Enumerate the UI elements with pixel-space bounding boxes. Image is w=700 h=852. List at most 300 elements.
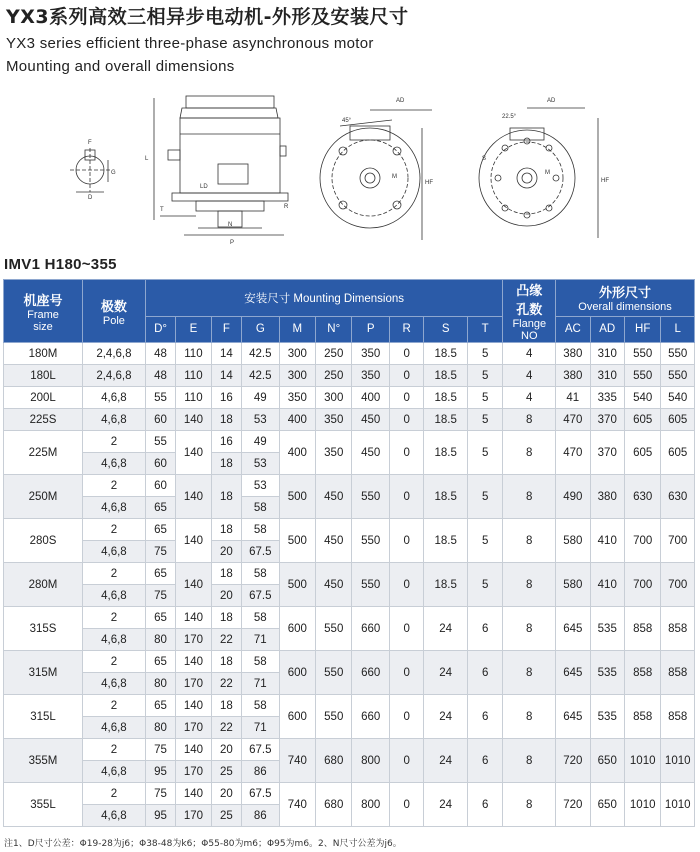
page-title: YX3系列高效三相异步电动机-外形及安装尺寸	[6, 6, 409, 28]
table-cell: 4,6,8	[83, 761, 146, 783]
table-cell: 86	[242, 761, 279, 783]
table-cell: 95	[145, 805, 175, 827]
table-cell: 65	[145, 607, 175, 629]
table-cell: 14	[211, 365, 241, 387]
table-cell: 140	[176, 431, 211, 475]
column-header-8: S	[424, 316, 468, 342]
column-header-13: L	[661, 316, 695, 342]
table-cell: 55	[145, 431, 175, 453]
table-cell: 740	[279, 783, 315, 827]
table-cell: 4,6,8	[83, 497, 146, 519]
header-overall-dimensions: 外形尺寸 Overall dimensions	[556, 280, 695, 317]
column-header-0: D°	[145, 316, 175, 342]
table-cell: 140	[176, 475, 211, 519]
table-cell: 0	[389, 365, 423, 387]
table-cell: 14	[211, 343, 241, 365]
table-cell: 400	[279, 431, 315, 475]
table-cell: 8	[503, 607, 556, 651]
table-cell: 48	[145, 343, 175, 365]
table-cell: 700	[661, 519, 695, 563]
table-cell: 410	[590, 563, 624, 607]
table-cell: 605	[661, 431, 695, 475]
table-row	[4, 431, 695, 453]
table-row	[4, 607, 695, 629]
table-cell: 4,6,8	[83, 805, 146, 827]
table-cell: 500	[279, 563, 315, 607]
table-cell: 300	[316, 387, 352, 409]
table-cell: 858	[624, 695, 660, 739]
table-cell: 250	[316, 343, 352, 365]
table-cell: 67.5	[242, 739, 279, 761]
table-cell: 140	[176, 783, 211, 805]
table-cell: 65	[145, 519, 175, 541]
label-S: S	[482, 156, 487, 162]
table-cell: 550	[316, 695, 352, 739]
table-cell: 18	[211, 695, 241, 717]
table-cell: 550	[316, 607, 352, 651]
table-cell: 700	[624, 563, 660, 607]
table-cell: 24	[424, 695, 468, 739]
label-G: G	[111, 170, 116, 176]
table-cell: 18	[211, 607, 241, 629]
table-cell: 22	[211, 629, 241, 651]
table-cell: 80	[145, 629, 175, 651]
table-cell: 250	[316, 365, 352, 387]
table-cell: 660	[352, 607, 389, 651]
table-cell: 0	[389, 651, 423, 695]
table-cell: 110	[176, 387, 211, 409]
table-cell: 60	[145, 453, 175, 475]
table-cell: 550	[624, 343, 660, 365]
subtitle-line-2: Mounting and overall dimensions	[6, 58, 235, 75]
table-cell: 22	[211, 717, 241, 739]
column-header-4: M	[279, 316, 315, 342]
table-cell: 550	[352, 563, 389, 607]
table-cell: 2	[83, 607, 146, 629]
column-header-11: AD	[590, 316, 624, 342]
series-label: IMV1 H180~355	[4, 256, 117, 273]
table-cell: 740	[279, 739, 315, 783]
table-cell: 450	[352, 431, 389, 475]
table-cell: 5	[467, 519, 502, 563]
table-cell: 2	[83, 519, 146, 541]
table-cell: 140	[176, 563, 211, 607]
table-cell: 60	[145, 409, 175, 431]
table-cell: 8	[503, 651, 556, 695]
table-cell: 0	[389, 783, 423, 827]
table-cell: 8	[503, 431, 556, 475]
table-cell: 170	[176, 673, 211, 695]
table-cell: 650	[590, 783, 624, 827]
table-cell: 24	[424, 607, 468, 651]
table-cell: 1010	[624, 739, 660, 783]
table-cell: 18	[211, 519, 241, 541]
table-cell: 0	[389, 431, 423, 475]
table-cell: 53	[242, 409, 279, 431]
table-cell: 225S	[4, 409, 83, 431]
table-cell: 5	[467, 431, 502, 475]
table-cell: 95	[145, 761, 175, 783]
table-cell: 8	[503, 519, 556, 563]
label-P: P	[230, 240, 235, 246]
table-cell: 80	[145, 717, 175, 739]
table-cell: 580	[556, 519, 590, 563]
table-cell: 355L	[4, 783, 83, 827]
table-cell: 4,6,8	[83, 387, 146, 409]
table-cell: 350	[352, 365, 389, 387]
table-cell: 0	[389, 475, 423, 519]
table-cell: 280S	[4, 519, 83, 563]
table-cell: 450	[316, 519, 352, 563]
table-cell: 300	[279, 343, 315, 365]
table-cell: 800	[352, 739, 389, 783]
table-cell: 140	[176, 695, 211, 717]
table-cell: 140	[176, 409, 211, 431]
table-cell: 25	[211, 805, 241, 827]
table-cell: 18.5	[424, 409, 468, 431]
label-M-2: M	[545, 170, 550, 176]
table-cell: 25	[211, 761, 241, 783]
table-cell: 380	[590, 475, 624, 519]
table-row	[4, 519, 695, 541]
dimension-table	[3, 279, 695, 827]
table-cell: 0	[389, 387, 423, 409]
table-cell: 41	[556, 387, 590, 409]
table-cell: 170	[176, 629, 211, 651]
table-row	[4, 651, 695, 673]
table-cell: 350	[316, 431, 352, 475]
table-cell: 680	[316, 739, 352, 783]
table-cell: 18	[211, 651, 241, 673]
table-cell: 645	[556, 607, 590, 651]
table-cell: 380	[556, 365, 590, 387]
table-cell: 630	[661, 475, 695, 519]
table-cell: 4,6,8	[83, 717, 146, 739]
table-cell: 550	[661, 343, 695, 365]
table-cell: 700	[624, 519, 660, 563]
table-cell: 4	[503, 365, 556, 387]
label-LD: LD	[200, 184, 208, 190]
table-cell: 2	[83, 563, 146, 585]
table-cell: 65	[145, 695, 175, 717]
table-cell: 858	[661, 651, 695, 695]
table-cell: 650	[590, 739, 624, 783]
table-cell: 18.5	[424, 519, 468, 563]
table-cell: 400	[352, 387, 389, 409]
subtitle-line-1: YX3 series efficient three-phase asynchronous motor	[6, 35, 374, 52]
table-cell: 280M	[4, 563, 83, 607]
table-cell: 645	[556, 695, 590, 739]
table-cell: 4	[503, 387, 556, 409]
table-cell: 400	[279, 409, 315, 431]
table-cell: 8	[503, 695, 556, 739]
table-cell: 350	[352, 343, 389, 365]
table-row	[4, 343, 695, 365]
table-cell: 800	[352, 783, 389, 827]
table-cell: 170	[176, 761, 211, 783]
table-cell: 2,4,6,8	[83, 343, 146, 365]
flange-view-8-holes	[479, 98, 609, 238]
table-cell: 700	[661, 563, 695, 607]
table-cell: 22	[211, 673, 241, 695]
table-cell: 8	[503, 739, 556, 783]
table-cell: 18.5	[424, 563, 468, 607]
table-cell: 500	[279, 519, 315, 563]
table-cell: 550	[661, 365, 695, 387]
table-cell: 2	[83, 431, 146, 453]
table-cell: 8	[503, 409, 556, 431]
table-cell: 6	[467, 739, 502, 783]
table-cell: 48	[145, 365, 175, 387]
table-cell: 18	[211, 409, 241, 431]
table-cell: 8	[503, 783, 556, 827]
flange-view-4-holes	[320, 98, 433, 240]
table-cell: 335	[590, 387, 624, 409]
table-cell: 315L	[4, 695, 83, 739]
table-row	[4, 387, 695, 409]
column-header-2: F	[211, 316, 241, 342]
table-cell: 58	[242, 695, 279, 717]
table-row	[4, 563, 695, 585]
table-cell: 55	[145, 387, 175, 409]
label-angle-45: 45°	[342, 118, 352, 124]
column-header-5: N°	[316, 316, 352, 342]
table-cell: 6	[467, 607, 502, 651]
table-cell: 315M	[4, 651, 83, 695]
table-cell: 380	[556, 343, 590, 365]
table-cell: 75	[145, 783, 175, 805]
table-cell: 4,6,8	[83, 409, 146, 431]
column-header-9: T	[467, 316, 502, 342]
label-R: R	[284, 204, 289, 210]
table-cell: 86	[242, 805, 279, 827]
table-row	[4, 365, 695, 387]
table-cell: 20	[211, 585, 241, 607]
table-cell: 18	[211, 563, 241, 585]
table-cell: 600	[279, 651, 315, 695]
table-cell: 200L	[4, 387, 83, 409]
table-cell: 5	[467, 387, 502, 409]
table-cell: 18.5	[424, 365, 468, 387]
table-cell: 4,6,8	[83, 541, 146, 563]
table-cell: 58	[242, 563, 279, 585]
table-cell: 20	[211, 783, 241, 805]
table-cell: 16	[211, 431, 241, 453]
table-cell: 65	[145, 651, 175, 673]
table-cell: 42.5	[242, 343, 279, 365]
table-cell: 75	[145, 739, 175, 761]
table-cell: 470	[556, 431, 590, 475]
table-cell: 49	[242, 387, 279, 409]
table-row	[4, 739, 695, 761]
table-cell: 58	[242, 651, 279, 673]
label-F: F	[88, 140, 92, 146]
table-cell: 535	[590, 607, 624, 651]
table-cell: 18.5	[424, 431, 468, 475]
table-cell: 450	[316, 563, 352, 607]
table-cell: 680	[316, 783, 352, 827]
header-mounting-dimensions: 安装尺寸 Mounting Dimensions	[145, 280, 503, 317]
table-body	[4, 343, 695, 827]
label-HF-2: HF	[601, 178, 609, 184]
table-cell: 300	[279, 365, 315, 387]
table-cell: 5	[467, 409, 502, 431]
table-cell: 540	[661, 387, 695, 409]
table-cell: 2	[83, 651, 146, 673]
table-cell: 65	[145, 497, 175, 519]
dimension-drawings	[0, 88, 700, 248]
table-cell: 58	[242, 497, 279, 519]
table-cell: 2	[83, 783, 146, 805]
table-cell: 4,6,8	[83, 453, 146, 475]
table-cell: 310	[590, 365, 624, 387]
table-cell: 8	[503, 475, 556, 519]
table-cell: 535	[590, 651, 624, 695]
table-cell: 350	[316, 409, 352, 431]
table-cell: 0	[389, 695, 423, 739]
table-cell: 18.5	[424, 387, 468, 409]
table-cell: 42.5	[242, 365, 279, 387]
table-cell: 550	[624, 365, 660, 387]
column-header-10: AC	[556, 316, 590, 342]
table-cell: 53	[242, 453, 279, 475]
table-cell: 1010	[661, 739, 695, 783]
table-cell: 75	[145, 541, 175, 563]
table-cell: 75	[145, 585, 175, 607]
table-cell: 605	[624, 431, 660, 475]
column-header-1: E	[176, 316, 211, 342]
table-row	[4, 409, 695, 431]
table-cell: 80	[145, 673, 175, 695]
table-cell: 660	[352, 651, 389, 695]
table-cell: 58	[242, 607, 279, 629]
table-cell: 0	[389, 739, 423, 783]
table-cell: 660	[352, 695, 389, 739]
table-cell: 4,6,8	[83, 629, 146, 651]
table-cell: 18.5	[424, 475, 468, 519]
table-cell: 0	[389, 409, 423, 431]
header-flange-no: 凸缘 孔数 Flange NO	[503, 280, 556, 343]
table-cell: 4,6,8	[83, 585, 146, 607]
table-cell: 0	[389, 607, 423, 651]
table-cell: 170	[176, 805, 211, 827]
table-cell: 500	[279, 475, 315, 519]
table-cell: 0	[389, 519, 423, 563]
table-cell: 71	[242, 673, 279, 695]
label-D: D	[88, 195, 93, 201]
column-header-6: P	[352, 316, 389, 342]
table-cell: 18.5	[424, 343, 468, 365]
table-cell: 4	[503, 343, 556, 365]
table-cell: 450	[316, 475, 352, 519]
drawing-svg	[0, 88, 700, 248]
label-L: L	[145, 156, 149, 162]
table-cell: 630	[624, 475, 660, 519]
table-cell: 170	[176, 717, 211, 739]
table-cell: 645	[556, 651, 590, 695]
shaft-section-drawing	[70, 140, 116, 201]
table-cell: 550	[316, 651, 352, 695]
table-cell: 71	[242, 629, 279, 651]
table-cell: 2,4,6,8	[83, 365, 146, 387]
table-cell: 6	[467, 695, 502, 739]
table-cell: 60	[145, 475, 175, 497]
label-T: T	[160, 207, 164, 213]
table-cell: 110	[176, 343, 211, 365]
table-cell: 450	[352, 409, 389, 431]
label-HF-1: HF	[425, 180, 433, 186]
table-cell: 2	[83, 695, 146, 717]
table-cell: 49	[242, 431, 279, 453]
table-cell: 490	[556, 475, 590, 519]
table-cell: 180M	[4, 343, 83, 365]
table-cell: 605	[661, 409, 695, 431]
table-cell: 67.5	[242, 585, 279, 607]
table-cell: 535	[590, 695, 624, 739]
table-cell: 110	[176, 365, 211, 387]
label-AD-1: AD	[396, 98, 405, 104]
table-cell: 18	[211, 453, 241, 475]
table-cell: 315S	[4, 607, 83, 651]
table-cell: 6	[467, 783, 502, 827]
column-header-3: G	[242, 316, 279, 342]
table-cell: 71	[242, 717, 279, 739]
table-cell: 6	[467, 651, 502, 695]
table-cell: 470	[556, 409, 590, 431]
table-cell: 858	[624, 607, 660, 651]
table-cell: 8	[503, 563, 556, 607]
table-cell: 65	[145, 563, 175, 585]
table-cell: 550	[352, 475, 389, 519]
table-cell: 58	[242, 519, 279, 541]
table-cell: 410	[590, 519, 624, 563]
table-cell: 5	[467, 365, 502, 387]
table-row	[4, 695, 695, 717]
table-cell: 540	[624, 387, 660, 409]
table-cell: 53	[242, 475, 279, 497]
table-cell: 858	[661, 695, 695, 739]
table-cell: 310	[590, 343, 624, 365]
table-cell: 0	[389, 563, 423, 607]
table-cell: 225M	[4, 431, 83, 475]
table-cell: 5	[467, 343, 502, 365]
table-cell: 1010	[624, 783, 660, 827]
table-cell: 2	[83, 475, 146, 497]
table-cell: 16	[211, 387, 241, 409]
table-cell: 858	[661, 607, 695, 651]
table-cell: 140	[176, 607, 211, 629]
table-cell: 24	[424, 739, 468, 783]
table-cell: 140	[176, 519, 211, 563]
table-cell: 350	[279, 387, 315, 409]
label-M-1: M	[392, 174, 397, 180]
table-cell: 4,6,8	[83, 673, 146, 695]
column-header-7: R	[389, 316, 423, 342]
footnote: 注1、D尺寸公差：Φ19-28为j6；Φ38-48为k6；Φ55-80为m6；Φ95为m6。2、N尺寸公差为j6。	[4, 839, 402, 849]
table-cell: 2	[83, 739, 146, 761]
table-cell: 605	[624, 409, 660, 431]
table-cell: 0	[389, 343, 423, 365]
label-N: N	[228, 222, 233, 228]
label-angle-22: 22.5°	[502, 114, 517, 120]
table-cell: 24	[424, 783, 468, 827]
table-cell: 370	[590, 431, 624, 475]
table-cell: 600	[279, 695, 315, 739]
table-cell: 720	[556, 739, 590, 783]
table-cell: 720	[556, 783, 590, 827]
table-cell: 1010	[661, 783, 695, 827]
table-cell: 180L	[4, 365, 83, 387]
